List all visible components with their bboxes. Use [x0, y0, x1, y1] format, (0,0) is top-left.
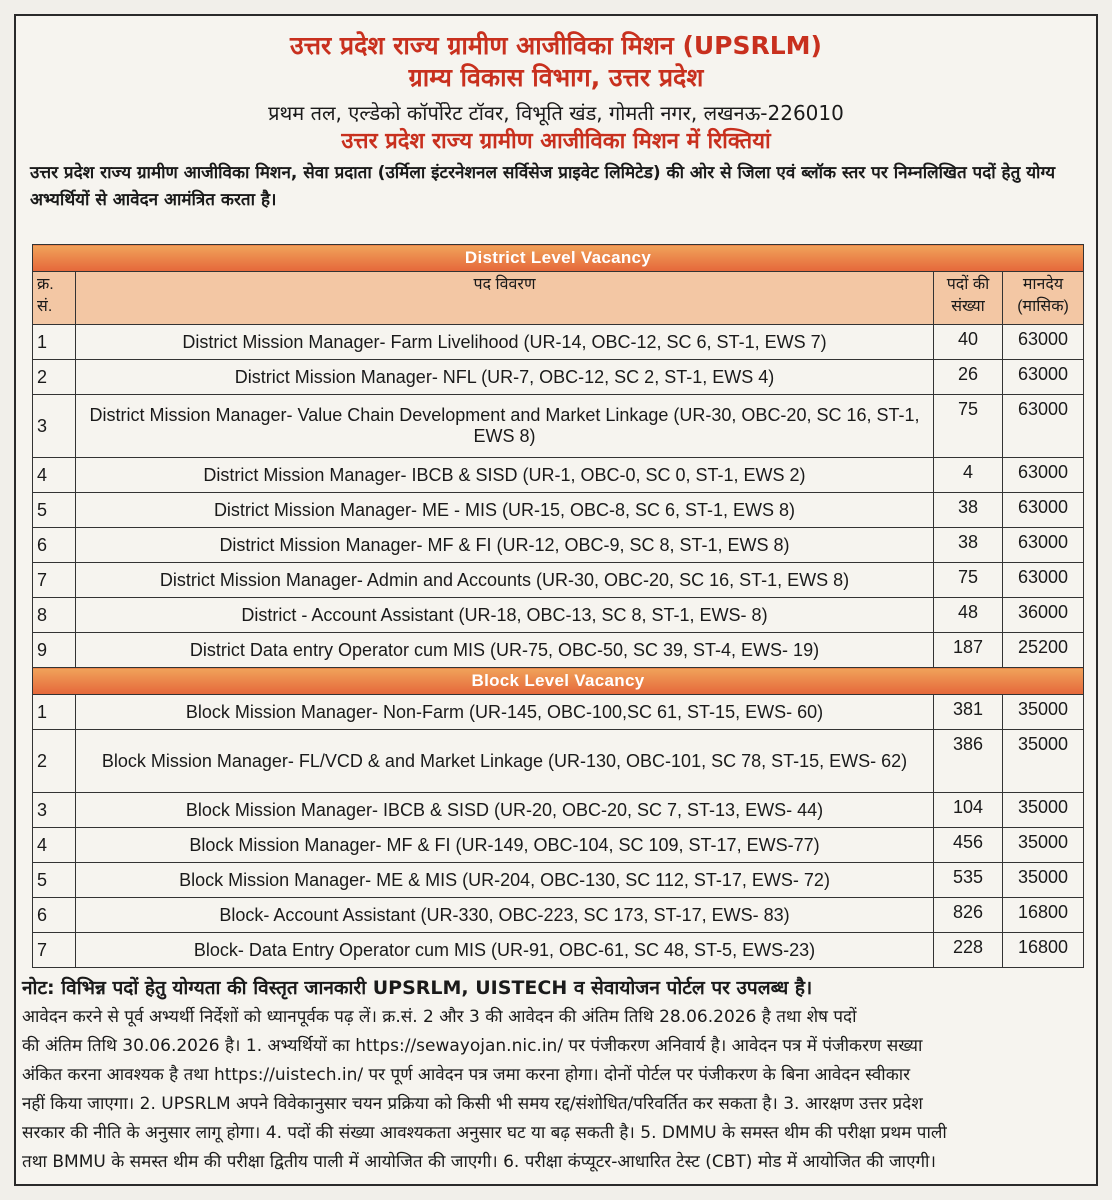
post-count: 535 — [934, 863, 1003, 898]
district-row — [33, 360, 1084, 395]
post-count: 38 — [934, 528, 1003, 563]
post-count: 104 — [934, 793, 1003, 828]
district-row — [33, 563, 1084, 598]
block-row — [33, 793, 1084, 828]
post-description: District - Account Assistant (UR-18, OBC-13, SC 8, ST-1, EWS- 8) — [76, 598, 934, 633]
post-count: 228 — [934, 933, 1003, 968]
post-count: 826 — [934, 898, 1003, 933]
post-count: 4 — [934, 458, 1003, 493]
block-row — [33, 898, 1084, 933]
post-description: District Mission Manager- IBCB & SISD (UR-1, OBC-0, SC 0, ST-1, EWS 2) — [76, 458, 934, 493]
post-count: 187 — [934, 633, 1003, 668]
block-band: Block Level Vacancy — [33, 668, 1084, 695]
address: प्रथम तल, एल्डेको कॉर्पोरेट टॉवर, विभूति खंड, गोमती नगर, लखनऊ-226010 — [268, 101, 844, 125]
serial-number: 3 — [33, 395, 76, 458]
serial-number: 8 — [33, 598, 76, 633]
district-row — [33, 325, 1084, 360]
serial-number: 9 — [33, 633, 76, 668]
note-line-5: नहीं किया जाएगा। 2. UPSRLM अपने विवेकानुसार चयन प्रक्रिया को किसी भी समय रद्द/संशोधित/परिवर्तित कर सकता है। 3. आरक्षण उत्तर प्रदेश — [22, 1094, 923, 1114]
block-row — [33, 933, 1084, 968]
post-description: Block Mission Manager- ME & MIS (UR-204, OBC-130, SC 112, ST-17, EWS- 72) — [76, 863, 934, 898]
note-line-4: अंकित करना आवश्यक है तथा https://uistech.in/ पर पूर्ण आवेदन पत्र जमा करना होगा। दोनों पोर्टल पर पंजीकरण के बिना आवेदन स्वीकार — [22, 1065, 911, 1085]
note-line-3: की अंतिम तिथि 30.06.2026 है। 1. अभ्यर्थियों का https://sewayojan.nic.in/ पर पंजीकरण अनिवार्य है। आवेदन पत्र में पंजीकरण सख्या — [22, 1036, 923, 1056]
serial-number: 6 — [33, 898, 76, 933]
post-description: Block- Account Assistant (UR-330, OBC-223, SC 173, ST-17, EWS- 83) — [76, 898, 934, 933]
monthly-salary: 25200 — [1003, 633, 1084, 668]
column-header-row — [33, 272, 1084, 325]
post-count: 40 — [934, 325, 1003, 360]
monthly-salary: 16800 — [1003, 898, 1084, 933]
post-description: Block- Data Entry Operator cum MIS (UR-91, OBC-61, SC 48, ST-5, EWS-23) — [76, 933, 934, 968]
district-row — [33, 493, 1084, 528]
district-row — [33, 528, 1084, 563]
post-description: District Mission Manager- ME - MIS (UR-15, OBC-8, SC 6, ST-1, EWS 8) — [76, 493, 934, 528]
col-sn-header: क्र. सं. — [33, 272, 76, 325]
monthly-salary: 63000 — [1003, 395, 1084, 458]
notes — [16, 974, 1100, 1177]
monthly-salary: 63000 — [1003, 493, 1084, 528]
serial-number: 2 — [33, 730, 76, 793]
block-row — [33, 695, 1084, 730]
serial-number: 1 — [33, 695, 76, 730]
serial-number: 7 — [33, 933, 76, 968]
post-count: 456 — [934, 828, 1003, 863]
district-band: District Level Vacancy — [33, 245, 1084, 272]
monthly-salary: 35000 — [1003, 828, 1084, 863]
monthly-salary: 16800 — [1003, 933, 1084, 968]
monthly-salary: 63000 — [1003, 458, 1084, 493]
serial-number: 5 — [33, 863, 76, 898]
serial-number: 7 — [33, 563, 76, 598]
dept-title: ग्राम्य विकास विभाग, उत्तर प्रदेश — [408, 63, 704, 92]
monthly-salary: 35000 — [1003, 695, 1084, 730]
post-count: 38 — [934, 493, 1003, 528]
post-description: District Mission Manager- NFL (UR-7, OBC-12, SC 2, ST-1, EWS 4) — [76, 360, 934, 395]
note-line-2: आवेदन करने से पूर्व अभ्यर्थी निर्देशों को ध्यानपूर्वक पढ़ लें। क्र.सं. 2 और 3 की आवेदन की अंतिम तिथि 28.06.2026 है तथा शेष पदों — [22, 1007, 857, 1027]
header — [16, 30, 1096, 156]
monthly-salary: 63000 — [1003, 563, 1084, 598]
serial-number: 6 — [33, 528, 76, 563]
vacancy-table — [32, 244, 1084, 968]
org-title: उत्तर प्रदेश राज्य ग्रामीण आजीविका मिशन (UPSRLM) — [290, 31, 822, 60]
serial-number: 1 — [33, 325, 76, 360]
post-description: District Mission Manager- Farm Livelihood (UR-14, OBC-12, SC 6, ST-1, EWS 7) — [76, 325, 934, 360]
monthly-salary: 36000 — [1003, 598, 1084, 633]
post-count: 381 — [934, 695, 1003, 730]
monthly-salary: 35000 — [1003, 730, 1084, 793]
vacancy-subtitle: उत्तर प्रदेश राज्य ग्रामीण आजीविका मिशन में रिक्तियां — [341, 129, 771, 154]
district-row — [33, 395, 1084, 458]
block-row — [33, 863, 1084, 898]
serial-number: 5 — [33, 493, 76, 528]
post-description: District Mission Manager- Value Chain Development and Market Linkage (UR-30, OBC-20, SC 16, ST-1, EWS 8) — [76, 395, 934, 458]
post-count: 26 — [934, 360, 1003, 395]
serial-number: 4 — [33, 458, 76, 493]
monthly-salary: 63000 — [1003, 360, 1084, 395]
col-salary-header: मानदेय (मासिक) — [1003, 272, 1084, 325]
block-band-row — [33, 668, 1084, 695]
post-description: Block Mission Manager- MF & FI (UR-149, OBC-104, SC 109, ST-17, EWS-77) — [76, 828, 934, 863]
intro-paragraph: उत्तर प्रदेश राज्य ग्रामीण आजीविका मिशन, सेवा प्रदाता (उर्मिला इंटरनेशनल सर्विसेज प्राइवेट लिमिटेड) की ओर से जिला एवं ब्लॉक स्तर पर निम्नलिखित पदों हेतु योग्य अभ्यर्थियों से आवेदन आमंत्रित करता है। — [30, 163, 1056, 210]
block-row — [33, 828, 1084, 863]
district-band-row — [33, 245, 1084, 272]
note-line-6: सरकार की नीति के अनुसार लागू होगा। 4. पदों की संख्या आवश्यकता अनुसार घट या बढ़ सकती है। 5. DMMU के समस्त थीम की परीक्षा प्रथम पाली — [22, 1123, 947, 1143]
block-row — [33, 730, 1084, 793]
note-line-1: नोट: विभिन्न पदों हेतु योग्यता की विस्तृत जानकारी UPSRLM, UISTECH व सेवायोजन पोर्टल पर उपलब्ध है। — [22, 977, 813, 999]
district-row — [33, 598, 1084, 633]
post-description: Block Mission Manager- FL/VCD & and Market Linkage (UR-130, OBC-101, SC 78, ST-15, EWS- 62) — [76, 730, 934, 793]
post-description: Block Mission Manager- Non-Farm (UR-145, OBC-100,SC 61, ST-15, EWS- 60) — [76, 695, 934, 730]
post-description: District Mission Manager- Admin and Accounts (UR-30, OBC-20, SC 16, ST-1, EWS 8) — [76, 563, 934, 598]
monthly-salary: 35000 — [1003, 793, 1084, 828]
monthly-salary: 63000 — [1003, 528, 1084, 563]
col-post-header: पद विवरण — [76, 272, 934, 325]
district-row — [33, 633, 1084, 668]
monthly-salary: 63000 — [1003, 325, 1084, 360]
post-count: 75 — [934, 563, 1003, 598]
serial-number: 4 — [33, 828, 76, 863]
post-description: Block Mission Manager- IBCB & SISD (UR-20, OBC-20, SC 7, ST-13, EWS- 44) — [76, 793, 934, 828]
post-description: District Data entry Operator cum MIS (UR-75, OBC-50, SC 39, ST-4, EWS- 19) — [76, 633, 934, 668]
monthly-salary: 35000 — [1003, 863, 1084, 898]
post-count: 75 — [934, 395, 1003, 458]
note-line-7: तथा BMMU के समस्त थीम की परीक्षा द्वितीय पाली में आयोजित की जाएगी। 6. परीक्षा कंप्यूटर-आधारित टेस्ट (CBT) मोड में आयोजित की जाएगी। — [22, 1152, 936, 1172]
col-count-header: पदों की संख्या — [934, 272, 1003, 325]
advertisement-sheet — [14, 14, 1098, 1186]
serial-number: 2 — [33, 360, 76, 395]
serial-number: 3 — [33, 793, 76, 828]
post-count: 48 — [934, 598, 1003, 633]
post-description: District Mission Manager- MF & FI (UR-12, OBC-9, SC 8, ST-1, EWS 8) — [76, 528, 934, 563]
district-row — [33, 458, 1084, 493]
post-count: 386 — [934, 730, 1003, 793]
